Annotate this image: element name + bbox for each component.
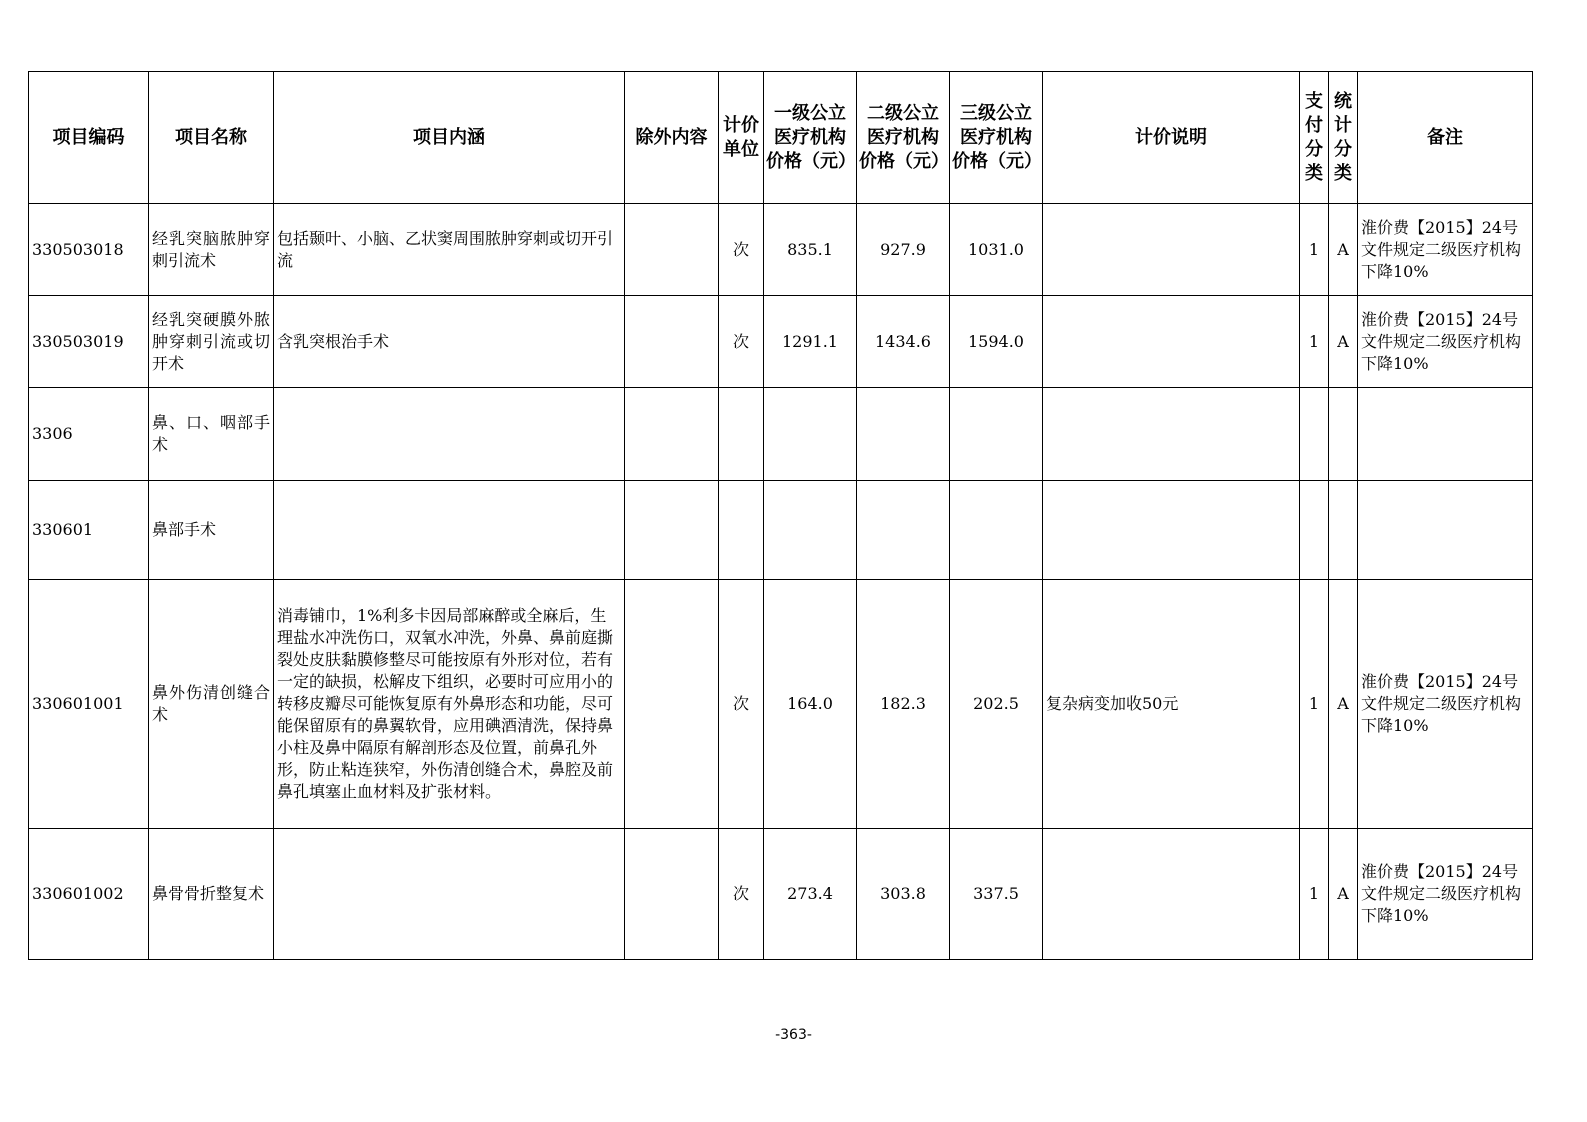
item-price-level-2: 1434.6 xyxy=(857,296,950,388)
item-payment-class xyxy=(1300,388,1329,481)
item-remark xyxy=(1358,388,1533,481)
item-code: 3306 xyxy=(29,388,149,481)
header-row xyxy=(29,72,1533,204)
item-unit: 次 xyxy=(719,204,764,296)
item-name: 鼻、口、咽部手术 xyxy=(149,388,274,481)
item-stat-class: A xyxy=(1329,296,1358,388)
item-exclusions xyxy=(625,829,719,960)
header-code: 项目编码 xyxy=(29,72,149,204)
header-price-level-3: 三级公立医疗机构价格（元） xyxy=(950,72,1043,204)
item-exclusions xyxy=(625,388,719,481)
table-row xyxy=(29,204,1533,296)
item-remark: 淮价费【2015】24号文件规定二级医疗机构下降10% xyxy=(1358,829,1533,960)
page-number: -363- xyxy=(775,1027,812,1043)
item-price-level-1 xyxy=(764,481,857,580)
item-code: 330503018 xyxy=(29,204,149,296)
item-pricing-note xyxy=(1043,481,1300,580)
item-payment-class: 1 xyxy=(1300,580,1329,829)
item-code: 330601002 xyxy=(29,829,149,960)
item-unit: 次 xyxy=(719,580,764,829)
item-price-level-1: 273.4 xyxy=(764,829,857,960)
item-pricing-note xyxy=(1043,296,1300,388)
item-stat-class: A xyxy=(1329,204,1358,296)
item-pricing-note xyxy=(1043,388,1300,481)
header-pricing-note: 计价说明 xyxy=(1043,72,1300,204)
item-price-level-3: 202.5 xyxy=(950,580,1043,829)
item-code: 330601001 xyxy=(29,580,149,829)
item-price-level-1: 835.1 xyxy=(764,204,857,296)
header-stat-class: 统计分类 xyxy=(1329,72,1358,204)
item-price-level-3 xyxy=(950,388,1043,481)
item-unit: 次 xyxy=(719,296,764,388)
item-content xyxy=(274,388,625,481)
table-row xyxy=(29,481,1533,580)
item-price-level-2 xyxy=(857,481,950,580)
item-payment-class: 1 xyxy=(1300,829,1329,960)
item-exclusions xyxy=(625,296,719,388)
item-payment-class: 1 xyxy=(1300,204,1329,296)
header-price-level-1: 一级公立医疗机构价格（元） xyxy=(764,72,857,204)
table-row xyxy=(29,296,1533,388)
item-remark: 淮价费【2015】24号文件规定二级医疗机构下降10% xyxy=(1358,204,1533,296)
item-price-level-3: 1594.0 xyxy=(950,296,1043,388)
item-unit xyxy=(719,481,764,580)
header-unit: 计价单位 xyxy=(719,72,764,204)
item-exclusions xyxy=(625,580,719,829)
item-price-level-2: 182.3 xyxy=(857,580,950,829)
header-content: 项目内涵 xyxy=(274,72,625,204)
item-price-level-2: 927.9 xyxy=(857,204,950,296)
item-code: 330503019 xyxy=(29,296,149,388)
item-payment-class: 1 xyxy=(1300,296,1329,388)
item-stat-class: A xyxy=(1329,829,1358,960)
item-price-level-1 xyxy=(764,388,857,481)
item-stat-class xyxy=(1329,481,1358,580)
item-price-level-3: 337.5 xyxy=(950,829,1043,960)
item-content: 包括颞叶、小脑、乙状窦周围脓肿穿刺或切开引流 xyxy=(274,204,625,296)
item-price-level-2 xyxy=(857,388,950,481)
item-name: 经乳突硬膜外脓肿穿刺引流或切开术 xyxy=(149,296,274,388)
header-exclusions: 除外内容 xyxy=(625,72,719,204)
item-exclusions xyxy=(625,204,719,296)
item-payment-class xyxy=(1300,481,1329,580)
item-content: 消毒铺巾，1%利多卡因局部麻醉或全麻后，生理盐水冲洗伤口，双氧水冲洗，外鼻、鼻前庭撕裂处皮肤黏膜修整尽可能按原有外形对位，若有一定的缺损，松解皮下组织，必要时可应用小的转移皮瓣尽可能恢复原有外鼻形态和功能，尽可能保留原有的鼻翼软骨，应用碘酒清洗，保持鼻小柱及鼻中隔原有解剖形态及位置，前鼻孔外形，防止粘连狭窄，外伤清创缝合术，鼻腔及前鼻孔填塞止血材料及扩张材料。 xyxy=(274,580,625,829)
item-price-level-2: 303.8 xyxy=(857,829,950,960)
item-remark: 淮价费【2015】24号文件规定二级医疗机构下降10% xyxy=(1358,296,1533,388)
item-content xyxy=(274,481,625,580)
item-name: 经乳突脑脓肿穿刺引流术 xyxy=(149,204,274,296)
item-code: 330601 xyxy=(29,481,149,580)
item-remark xyxy=(1358,481,1533,580)
item-pricing-note xyxy=(1043,204,1300,296)
item-price-level-3 xyxy=(950,481,1043,580)
item-unit xyxy=(719,388,764,481)
item-unit: 次 xyxy=(719,829,764,960)
item-price-level-3: 1031.0 xyxy=(950,204,1043,296)
item-content xyxy=(274,829,625,960)
item-price-level-1: 164.0 xyxy=(764,580,857,829)
item-pricing-note xyxy=(1043,829,1300,960)
item-exclusions xyxy=(625,481,719,580)
item-name: 鼻部手术 xyxy=(149,481,274,580)
table-row xyxy=(29,829,1533,960)
price-table xyxy=(28,71,1533,960)
item-name: 鼻骨骨折整复术 xyxy=(149,829,274,960)
item-remark: 淮价费【2015】24号文件规定二级医疗机构下降10% xyxy=(1358,580,1533,829)
table-row xyxy=(29,580,1533,829)
item-price-level-1: 1291.1 xyxy=(764,296,857,388)
header-remark: 备注 xyxy=(1358,72,1533,204)
header-name: 项目名称 xyxy=(149,72,274,204)
table-row xyxy=(29,388,1533,481)
item-stat-class xyxy=(1329,388,1358,481)
item-name: 鼻外伤清创缝合术 xyxy=(149,580,274,829)
item-stat-class: A xyxy=(1329,580,1358,829)
item-content: 含乳突根治手术 xyxy=(274,296,625,388)
header-payment-class: 支付分类 xyxy=(1300,72,1329,204)
item-pricing-note: 复杂病变加收50元 xyxy=(1043,580,1300,829)
header-price-level-2: 二级公立医疗机构价格（元） xyxy=(857,72,950,204)
